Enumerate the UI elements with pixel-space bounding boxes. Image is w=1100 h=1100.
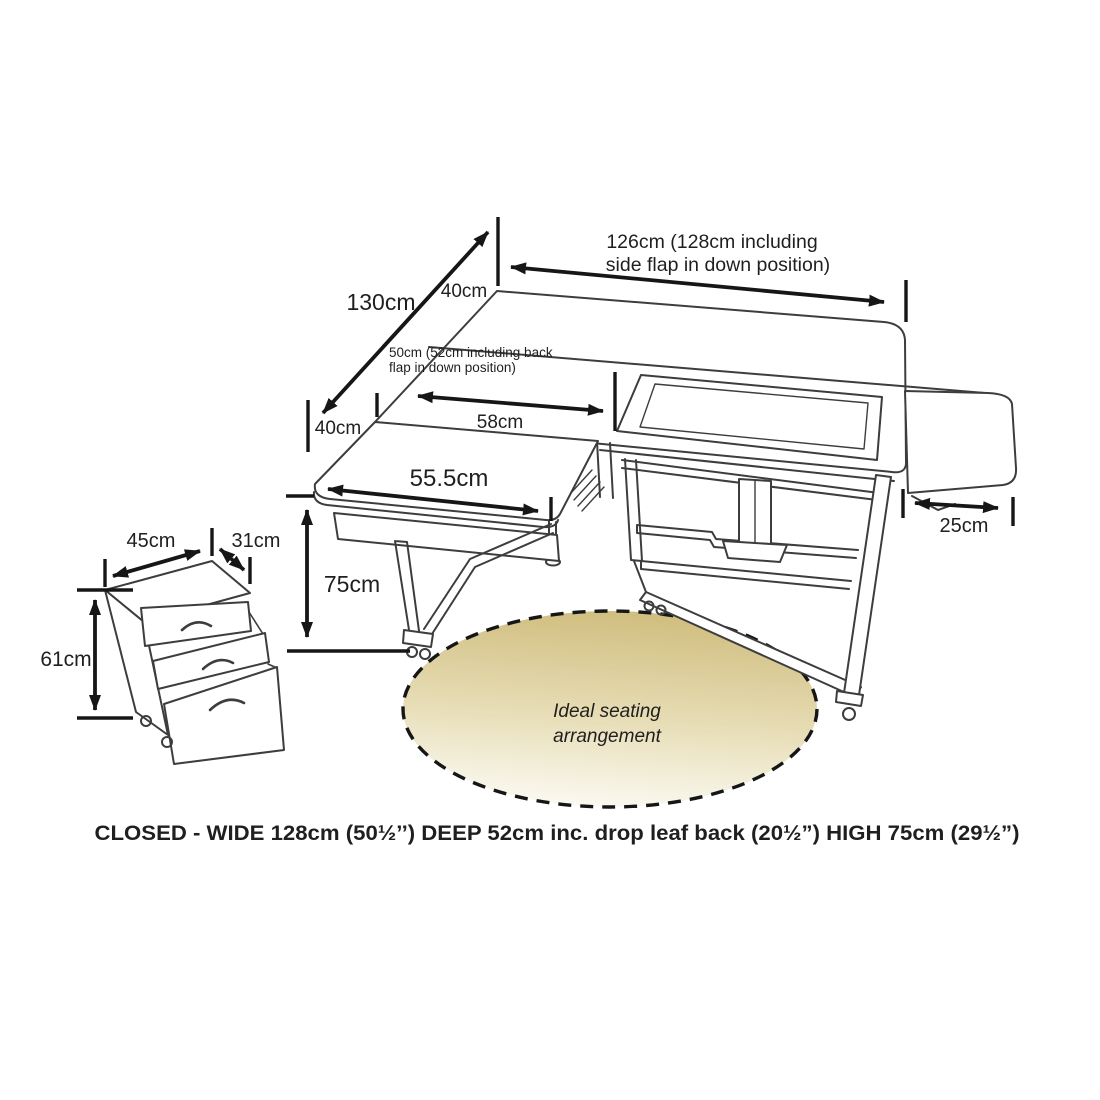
label-40cm-top: 40cm	[440, 281, 488, 302]
label-55-5cm: 55.5cm	[409, 465, 489, 492]
label-40cm-side: 40cm	[314, 418, 362, 439]
seating-label-line1: Ideal seating	[553, 701, 661, 722]
label-31cm: 31cm	[231, 530, 281, 552]
seating-label-line2: arrangement	[553, 726, 661, 747]
label-50cm-line2: flap in down position)	[389, 360, 516, 375]
label-130cm: 130cm	[346, 289, 416, 315]
label-126cm-line1: 126cm (128cm including	[606, 231, 818, 253]
label-58cm: 58cm	[476, 412, 524, 433]
dim-arrow-31	[220, 549, 244, 570]
label-45cm: 45cm	[126, 530, 176, 552]
caster-wheel	[420, 649, 430, 659]
lift-post-base	[723, 541, 787, 562]
dim-arrow-25	[915, 503, 998, 508]
flap-drawer	[334, 513, 559, 561]
right-leg	[844, 475, 891, 695]
caption: CLOSED - WIDE 128cm (50½’’) DEEP 52cm inc. drop leaf back (20½”) HIGH 75cm (29½”)	[94, 821, 1020, 845]
label-50cm-line1: 50cm (52cm including back	[389, 345, 553, 360]
caster-wheel	[843, 708, 855, 720]
label-61cm: 61cm	[40, 648, 92, 671]
label-126cm-line2: side flap in down position)	[605, 254, 831, 276]
a-leg-foot	[403, 630, 433, 647]
caddy-drawer-1	[141, 602, 251, 646]
a-leg-strut	[395, 541, 419, 631]
lower-shelf	[641, 561, 851, 589]
label-25cm: 25cm	[939, 515, 989, 537]
side-flap	[905, 391, 1016, 493]
label-75cm: 75cm	[323, 571, 381, 597]
